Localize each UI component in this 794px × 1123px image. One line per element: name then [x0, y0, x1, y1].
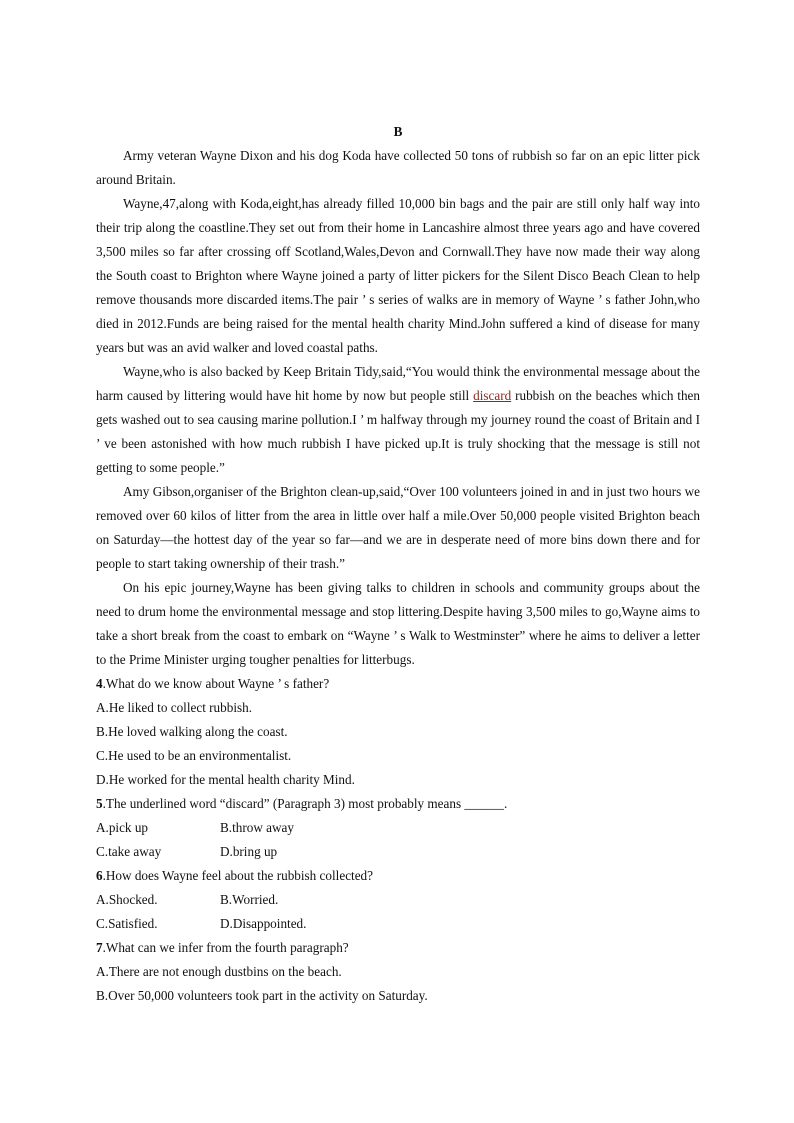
question-7-option-a: A.There are not enough dustbins on the beach.: [96, 964, 342, 979]
question-7-option-b: B.Over 50,000 volunteers took part in the activity on Saturday.: [96, 988, 428, 1003]
question-5-options-row-2: [96, 840, 700, 864]
question-5-option-c: C.take away: [96, 844, 162, 859]
question-4-number: 4: [96, 676, 103, 691]
paragraph-5: On his epic journey,Wayne has been giving talks to children in schools and community groups about the need to drum home the environmental message and stop littering.Despite having 3,500 miles to go,Wayne aims to take a short break from the coast to embark on “Wayne ’ s Walk to Westminster” where he aims to deliver a letter to the Prime Minister urging tougher penalties for litterbugs.: [96, 580, 700, 667]
document-page: [96, 120, 700, 1008]
paragraph-3: [96, 360, 700, 480]
paragraph-1: Army veteran Wayne Dixon and his dog Koda have collected 50 tons of rubbish so far on an epic litter pick around Britain.: [96, 148, 700, 187]
question-4-option-a: A.He liked to collect rubbish.: [96, 700, 253, 715]
question-5-option-a: A.pick up: [96, 820, 149, 835]
section-title: B: [393, 124, 403, 139]
question-6-option-a: A.Shocked.: [96, 892, 158, 907]
question-6-text: .How does Wayne feel about the rubbish collected?: [102, 868, 374, 883]
question-5-text: .The underlined word “discard” (Paragraph 3) most probably means ______.: [102, 796, 508, 811]
question-5-number: 5: [96, 796, 103, 811]
question-5-option-d: D.bring up: [220, 844, 278, 859]
question-4-option-b: B.He loved walking along the coast.: [96, 724, 288, 739]
question-5-options-row-1: [96, 816, 700, 840]
paragraph-3-after: rubbish on the beaches which then gets washed out to sea causing marine pollution.I ’ m halfway through my journey round the coast of Britain and I ’ ve been astonished with how much rubbish I have picked up.It is truly shocking that the message is still not getting to some people.”: [96, 388, 700, 475]
question-4: [96, 672, 700, 696]
paragraph-3-before: Wayne,who is also backed by Keep Britain Tidy,said,“You would think the environmental message about the harm caused by littering would have hit home by now but people still: [96, 364, 700, 403]
paragraph-2: Wayne,47,along with Koda,eight,has already filled 10,000 bin bags and the pair are still only half way into their trip along the coastline.They set out from their home in Lancashire almost three years ago and have covered 3,500 miles so far after crossing off Scotland,Wales,Devon and Cornwall.They have now made their way along the South coast to Brighton where Wayne joined a party of litter pickers for the Silent Disco Beach Clean to help remove thousands more discarded items.The pair ’ s series of walks are in memory of Wayne ’ s father John,who died in 2012.Funds are being raised for the mental health charity Mind.John suffered a kind of disease for many years but was an avid walker and loved coastal paths.: [96, 196, 700, 355]
question-6: [96, 864, 700, 888]
question-6-options-row-1: [96, 888, 700, 912]
question-4-option-d: D.He worked for the mental health charity Mind.: [96, 772, 355, 787]
underlined-word-discard: discard: [473, 388, 512, 403]
question-7: [96, 936, 700, 960]
paragraph-4: Amy Gibson,organiser of the Brighton clean-up,said,“Over 100 volunteers joined in and in just two hours we removed over 60 kilos of litter from the area in little over half a mile.Over 50,000 people visited Brighton beach on Saturday—the hottest day of the year so far—and we are in desperate need of more bins down there and for people to start taking ownership of their trash.”: [96, 484, 700, 571]
question-4-text: .What do we know about Wayne ’ s father?: [102, 676, 330, 691]
question-6-option-c: C.Satisfied.: [96, 916, 158, 931]
question-6-option-d: D.Disappointed.: [220, 916, 307, 931]
question-5: [96, 792, 700, 816]
question-6-option-b: B.Worried.: [220, 892, 279, 907]
question-6-number: 6: [96, 868, 103, 883]
question-5-option-b: B.throw away: [220, 820, 294, 835]
question-7-text: .What can we infer from the fourth paragraph?: [102, 940, 349, 955]
question-7-number: 7: [96, 940, 103, 955]
question-4-option-c: C.He used to be an environmentalist.: [96, 748, 292, 763]
question-6-options-row-2: [96, 912, 700, 936]
